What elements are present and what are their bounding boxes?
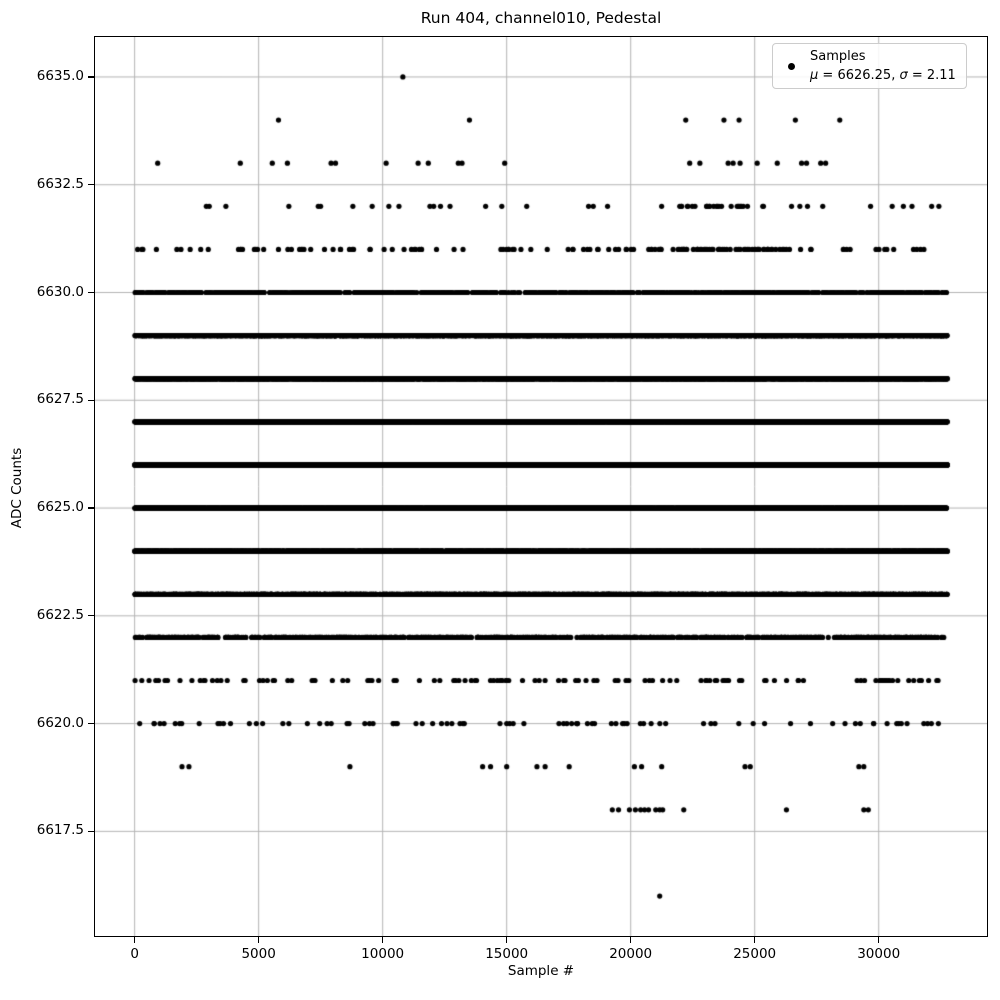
y-tick-label: 6622.5 [36, 606, 84, 623]
y-tick-label: 6627.5 [36, 391, 84, 408]
y-tick-label: 6632.5 [36, 175, 84, 192]
x-tick-mark [878, 937, 879, 943]
y-tick-mark [88, 400, 94, 401]
x-tick-label: 20000 [609, 946, 653, 962]
x-tick-label: 30000 [857, 946, 901, 962]
chart-title: Run 404, channel010, Pedestal [420, 9, 662, 27]
x-tick-mark [506, 937, 507, 943]
y-tick-mark [88, 615, 94, 616]
y-tick-mark [88, 831, 94, 832]
x-tick-mark [258, 937, 259, 943]
x-tick-label: 5000 [241, 946, 276, 962]
plot-border [94, 36, 988, 937]
y-tick-mark [88, 723, 94, 724]
y-tick-mark [88, 292, 94, 293]
x-tick-mark [630, 937, 631, 943]
legend-series-label: Samples [810, 48, 866, 64]
y-axis-label: ADC Counts [9, 447, 25, 529]
x-tick-mark [382, 937, 383, 943]
y-tick-label: 6620.0 [36, 714, 84, 731]
y-tick-mark [88, 184, 94, 185]
x-axis-label: Sample # [507, 963, 575, 979]
legend-sigma-value: = 2.11 [907, 68, 956, 83]
legend-sigma-symbol: σ [899, 68, 908, 83]
x-tick-mark [134, 937, 135, 943]
legend-sample-marker-icon [788, 63, 795, 70]
x-tick-label: 15000 [485, 946, 529, 962]
x-tick-label: 10000 [361, 946, 405, 962]
y-tick-mark [88, 507, 94, 508]
legend-mu-symbol: μ [810, 68, 819, 83]
legend [772, 43, 967, 89]
y-tick-label: 6617.5 [36, 822, 84, 839]
x-tick-label: 0 [130, 946, 139, 962]
x-tick-mark [754, 937, 755, 943]
y-tick-label: 6625.0 [36, 499, 84, 516]
x-tick-label: 25000 [733, 946, 777, 962]
y-tick-label: 6635.0 [36, 67, 84, 84]
legend-mu-value: = 6626.25, [818, 68, 900, 83]
y-tick-label: 6630.0 [36, 283, 84, 300]
legend-text [810, 47, 956, 86]
y-tick-mark [88, 76, 94, 77]
